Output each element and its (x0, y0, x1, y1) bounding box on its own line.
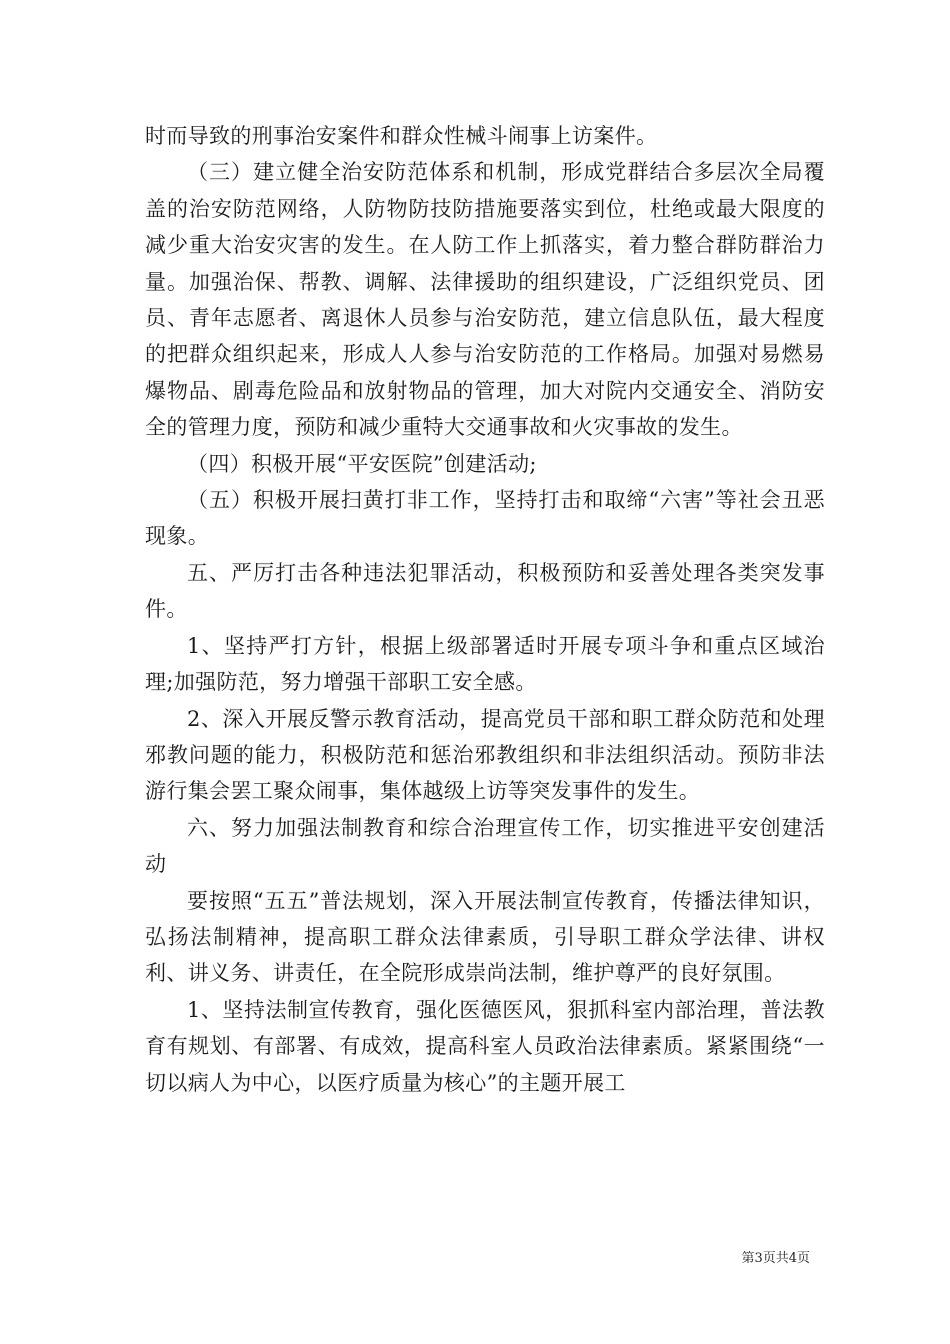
document-body (145, 118, 825, 1101)
paragraph-5: 五、严厉打击各种违法犯罪活动，积极预防和妥善处理各类突发事件。 (145, 560, 825, 622)
paragraph-8: 六、努力加强法制教育和综合治理宣传工作，切实推进平安创建活动 (145, 815, 825, 877)
paragraph-7: 2、深入开展反警示教育活动，提高党员干部和职工群众防范和处理邪教问题的能力，积极防范和惩治邪教组织和非法组织活动。预防非法游行集会罢工聚众闹事，集体越级上访等突发事件的发生。 (145, 706, 825, 804)
paragraph-6: 1、坚持严打方针，根据上级部署适时开展专项斗争和重点区域治理;加强防范，努力增强干部职工安全感。 (145, 633, 825, 695)
paragraph-9: 要按照“五五”普法规划，深入开展法制宣传教育，传播法律知识，弘扬法制精神，提高职工群众法律素质，引导职工群众学法律、讲权利、讲义务、讲责任，在全院形成崇尚法制，维护尊严的良好氛围。 (145, 888, 825, 986)
paragraph-2: （三）建立健全治安防范体系和机制，形成党群结合多层次全局覆盖的治安防范网络，人防物防技防措施要落实到位，杜绝或最大限度的减少重大治安灾害的发生。在人防工作上抓落实，着力整合群防群治力量。加强治保、帮教、调解、法律援助的组织建设，广泛组织党员、团员、青年志愿者、离退休人员参与治安防范，建立信息队伍，最大程度的把群众组织起来，形成人人参与治安防范的工作格局。加强对易燃易爆物品、剧毒危险品和放射物品的管理，加大对院内交通安全、消防安全的管理力度，预防和减少重特大交通事故和火灾事故的发生。 (145, 160, 825, 440)
paragraph-4: （五）积极开展扫黄打非工作，坚持打击和取缔“六害”等社会丑恶现象。 (145, 488, 825, 549)
page-number-footer: 第3页共4页 (741, 1251, 810, 1266)
paragraph-1: 时而导致的刑事治安案件和群众性械斗闹事上访案件。 (145, 124, 658, 148)
paragraph-3: （四）积极开展“平安医院”创建活动; (187, 451, 537, 476)
paragraph-10: 1、坚持法制宣传教育，强化医德医风，狠抓科室内部治理，普法教育有规划、有部署、有成效，提高科室人员政治法律素质。紧紧围绕“一切以病人为中心，以医疗质量为核心”的主题开展工 (145, 997, 825, 1095)
